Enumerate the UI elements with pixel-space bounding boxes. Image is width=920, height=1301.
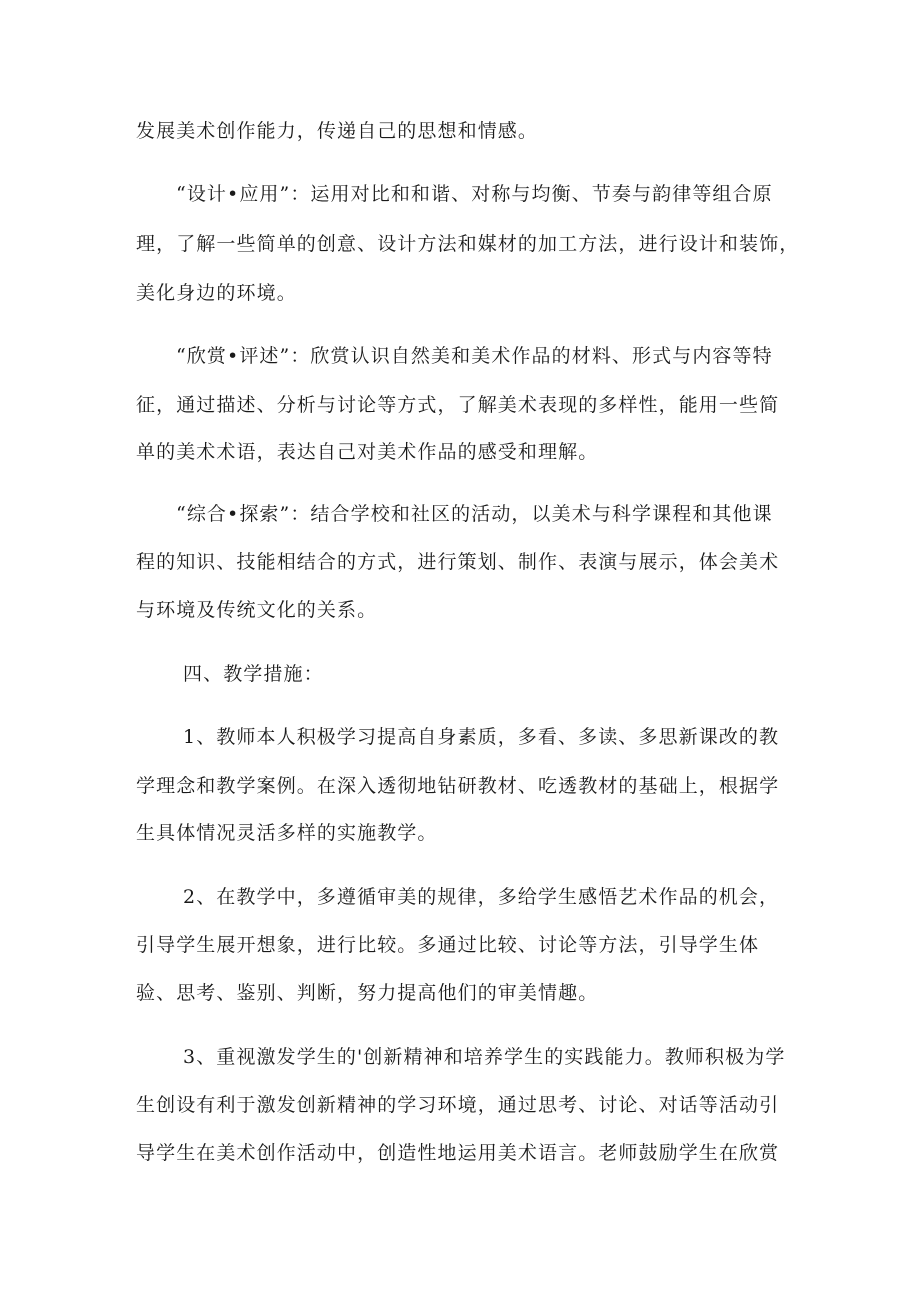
paragraph-line: “设计•应用”：运用对比和和谐、对称与均衡、节奏与韵律等组合原 — [176, 183, 773, 205]
paragraph-line: 验、思考、鉴别、判断，努力提高他们的审美情趣。 — [136, 982, 599, 1004]
paragraph-line: 3、重视激发学生的'创新精神和培养学生的实践能力。教师积极为学 — [183, 1046, 786, 1068]
paragraph-line: 导学生在美术创作活动中，创造性地运用美术语言。老师鼓励学生在欣赏 — [136, 1142, 780, 1164]
paragraph-line: 2、在教学中，多遵循审美的规律，多给学生感悟艺术作品的机会， — [183, 886, 780, 908]
paragraph-line: 生创设有利于激发创新精神的学习环境，通过思考、讨论、对话等活动引 — [136, 1094, 780, 1116]
paragraph-line: 生具体情况灵活多样的实施教学。 — [136, 822, 438, 844]
paragraph-line: “欣赏•评述”：欣赏认识自然美和美术作品的材料、形式与内容等特 — [176, 345, 773, 367]
paragraph-line: 发展美术创作能力，传递自己的思想和情感。 — [136, 120, 539, 142]
section-heading: 四、教学措施： — [183, 663, 324, 685]
paragraph-line: 单的美术术语，表达自己对美术作品的感受和理解。 — [136, 441, 599, 463]
paragraph-line: 1、教师本人积极学习提高自身素质，多看、多读、多思新课改的教 — [183, 726, 780, 748]
paragraph-line: 美化身边的环境。 — [136, 282, 297, 304]
paragraph-line: “综合•探索”：结合学校和社区的活动，以美术与科学课程和其他课 — [176, 503, 773, 525]
paragraph-line: 征，通过描述、分析与讨论等方式，了解美术表现的多样性，能用一些简 — [136, 394, 780, 416]
paragraph-line: 与环境及传统文化的关系。 — [136, 599, 378, 621]
paragraph-line: 程的知识、技能相结合的方式，进行策划、制作、表演与展示，体会美术 — [136, 551, 780, 573]
paragraph-line: 理，了解一些简单的创意、设计方法和媒材的加工方法，进行设计和装饰， — [136, 233, 800, 255]
paragraph-line: 引导学生展开想象，进行比较。多通过比较、讨论等方法，引导学生体 — [136, 934, 760, 956]
paragraph-line: 学理念和教学案例。在深入透彻地钻研教材、吃透教材的基础上，根据学 — [136, 775, 780, 797]
